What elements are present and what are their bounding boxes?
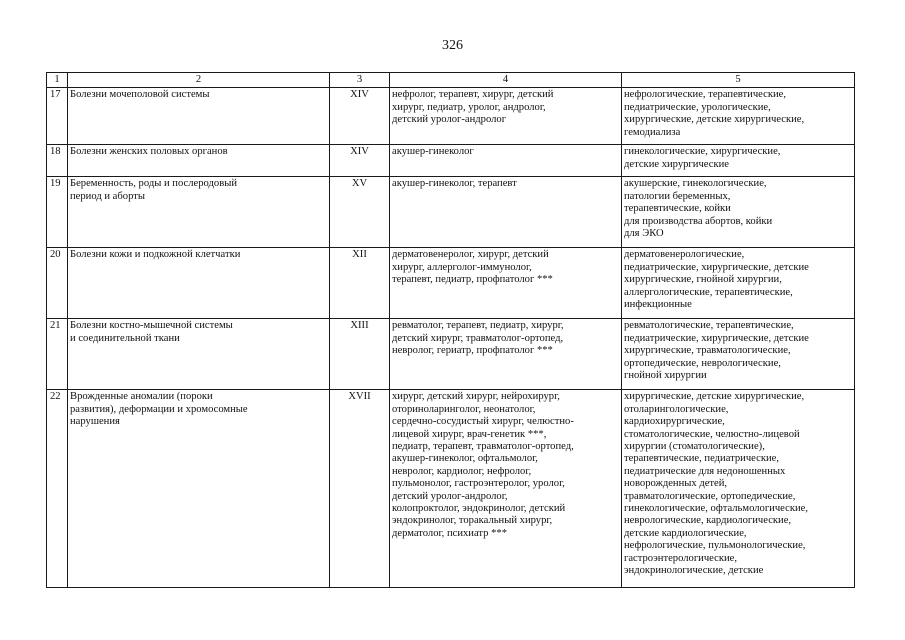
- table-row: [47, 145, 855, 177]
- medical-profile-table: [46, 72, 855, 588]
- icd-class-cell: XIV: [330, 145, 390, 177]
- row-number: 17: [47, 88, 68, 145]
- specialists-cell: ревматолог, терапевт, педиатр, хирург, детский хирург, травматолог-ортопед, невролог, гериатр, профпатолог ***: [390, 319, 622, 390]
- specialists-cell: хирург, детский хирург, нейрохирург, оториноларинголог, неонатолог, сердечно-сосудистый хирург, челюстно- лицевой хирург, врач-генетик ***, педиатр, терапевт, травматолог-ортопед, акушер-гинеколог, офтальмолог, невролог, кардиолог, нефролог, пульмонолог, гастроэнтеролог, уролог, детский уролог-андролог, колопроктолог, эндокринолог, детский эндокринолог, торакальный хирург, дерматолог, психиатр ***: [390, 390, 622, 588]
- icd-class-cell: XVII: [330, 390, 390, 588]
- disease-group-cell: Болезни костно-мышечной системы и соединительной ткани: [68, 319, 330, 390]
- table-row: [47, 88, 855, 145]
- table-header-row: [47, 73, 855, 88]
- column-header-4: 4: [390, 73, 622, 88]
- bed-profiles-cell: акушерские, гинекологические, патологии беременных, терапевтические, койки для производства абортов, койки для ЭКО: [622, 177, 855, 248]
- bed-profiles-cell: дерматовенерологические, педиатрические, хирургические, детские хирургические, гнойной хирургии, аллергологические, терапевтические, инфекционные: [622, 248, 855, 319]
- specialists-cell: нефролог, терапевт, хирург, детский хирург, педиатр, уролог, андролог, детский уролог-андролог: [390, 88, 622, 145]
- icd-class-cell: XIV: [330, 88, 390, 145]
- row-number: 19: [47, 177, 68, 248]
- bed-profiles-cell: хирургические, детские хирургические, отоларингологические, кардиохирургические, стоматологические, челюстно-лицевой хирургии (стоматологические), терапевтические, педиатрические, педиатрические для недоношенных новорожденных детей, травматологические, ортопедические, гинекологические, офтальмологические, неврологические, кардиологические, детские кардиологические, нефрологические, пульмонологические, гастроэнтерологические, эндокринологические, детские: [622, 390, 855, 588]
- specialists-cell: дерматовенеролог, хирург, детский хирург, аллерголог-иммунолог, терапевт, педиатр, профпатолог ***: [390, 248, 622, 319]
- disease-group-cell: Беременность, роды и послеродовый период и аборты: [68, 177, 330, 248]
- column-header-3: 3: [330, 73, 390, 88]
- row-number: 21: [47, 319, 68, 390]
- column-header-5: 5: [622, 73, 855, 88]
- row-number: 18: [47, 145, 68, 177]
- bed-profiles-cell: нефрологические, терапевтические, педиатрические, урологические, хирургические, детские хирургические, гемодиализа: [622, 88, 855, 145]
- column-header-1: 1: [47, 73, 68, 88]
- table-row: [47, 248, 855, 319]
- specialists-cell: акушер-гинеколог, терапевт: [390, 177, 622, 248]
- icd-class-cell: XII: [330, 248, 390, 319]
- table-row: [47, 319, 855, 390]
- disease-group-cell: Врожденные аномалии (пороки развития), деформации и хромосомные нарушения: [68, 390, 330, 588]
- row-number: 20: [47, 248, 68, 319]
- row-number: 22: [47, 390, 68, 588]
- disease-group-cell: Болезни кожи и подкожной клетчатки: [68, 248, 330, 319]
- icd-class-cell: XV: [330, 177, 390, 248]
- disease-group-cell: Болезни женских половых органов: [68, 145, 330, 177]
- bed-profiles-cell: гинекологические, хирургические, детские хирургические: [622, 145, 855, 177]
- column-header-2: 2: [68, 73, 330, 88]
- table-row: [47, 177, 855, 248]
- disease-group-cell: Болезни мочеполовой системы: [68, 88, 330, 145]
- bed-profiles-cell: ревматологические, терапевтические, педиатрические, хирургические, детские хирургические, травматологические, ортопедические, неврологические, гнойной хирургии: [622, 319, 855, 390]
- specialists-cell: акушер-гинеколог: [390, 145, 622, 177]
- icd-class-cell: XIII: [330, 319, 390, 390]
- page-number: 326: [442, 38, 463, 53]
- table-row: [47, 390, 855, 588]
